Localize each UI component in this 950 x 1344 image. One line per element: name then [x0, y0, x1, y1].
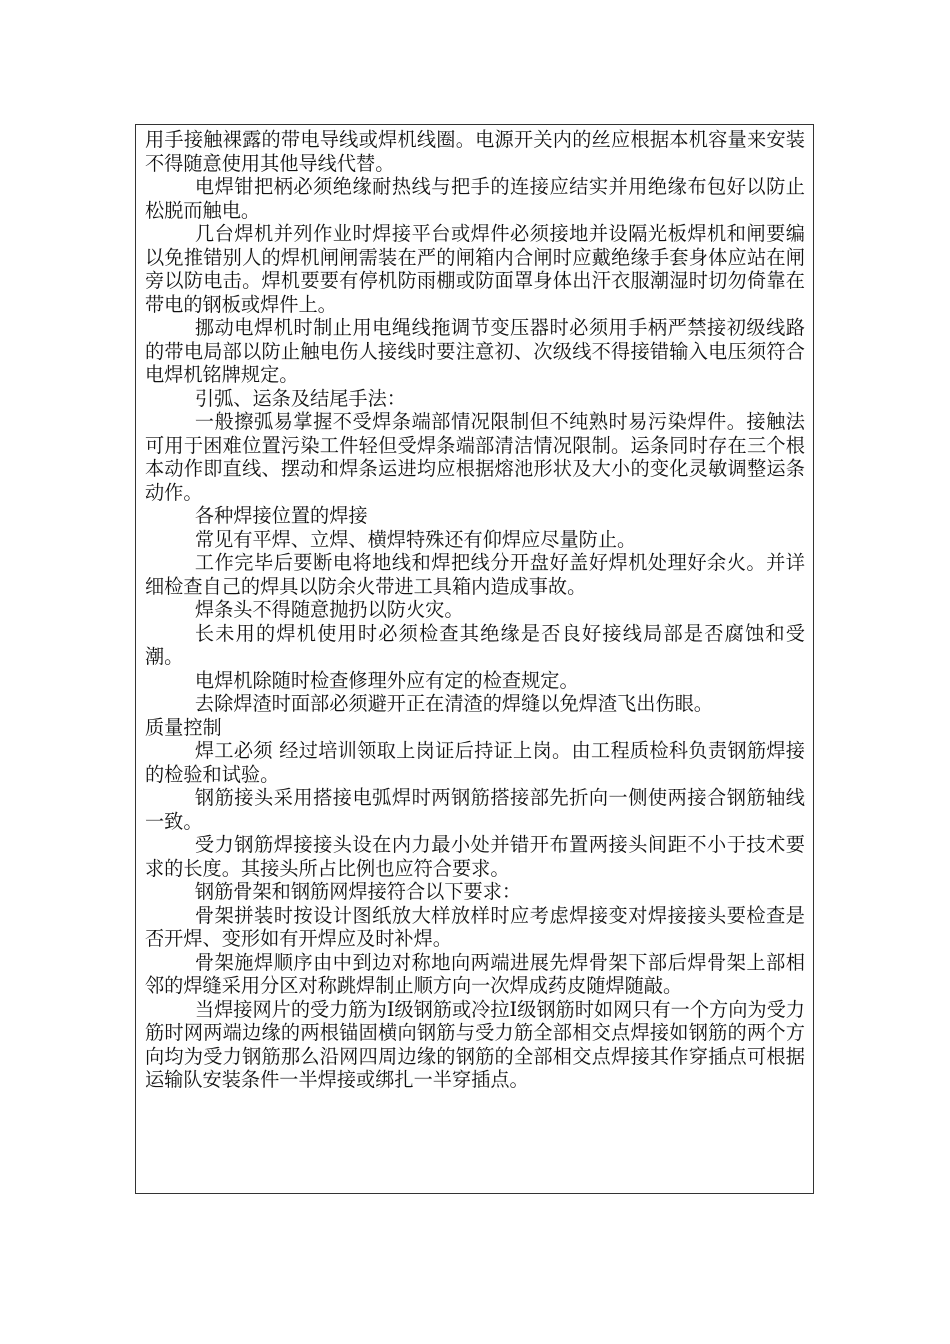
paragraph-12: 电焊机除随时检查修理外应有定的检查规定。 — [194, 668, 579, 692]
paragraph-15: 焊工必须 经过培训领取上岗证后持证上岗。由工程质检科负责钢筋焊接的检验和试验。 — [145, 739, 805, 786]
paragraph-4: 挪动电焊机时制止用电绳线拖调节变压器时必须用手柄严禁接初级线路的带电局部以防止触电伤人接线时要注意初、次级线不得接错输入电压须符合电焊机铭牌规定。 — [145, 316, 805, 386]
paragraph-5: 引弧、运条及结尾手法： — [194, 386, 406, 410]
paragraph-10: 焊条头不得随意抛扔以防火灾。 — [194, 598, 464, 621]
paragraph-9: 工作完毕后要断电将地线和焊把线分开盘好盖好焊机处理好余火。并详细检查自己的焊具以防余火带进工具箱内造成事故。 — [145, 551, 805, 598]
paragraph-18: 钢筋骨架和钢筋网焊接符合以下要求： — [194, 880, 522, 903]
paragraph-6: 一般擦弧易掌握不受焊条端部情况限制但不纯熟时易污染焊件。接触法可用于困难位置污染工件轻但受焊条端部清洁情况限制。运条同时存在三个根本动作即直线、摆动和焊条运进均应根据熔池形状及大小的变化灵敏调整运条动作。 — [145, 410, 805, 504]
paragraph-20: 骨架施焊顺序由中到边对称地向两端进展先焊骨架下部后焊骨架上部相邻的焊缝采用分区对称跳焊制止顺方向一次焊成药皮随焊随敲。 — [145, 950, 805, 997]
paragraph-21: 当焊接网片的受力筋为I级钢筋或冷拉I级钢筋时如网只有一个方向为受力筋时网两端边缘的两根锚固横向钢筋与受力筋全部相交点焊接如钢筋的两个方向均为受力钢筋那么沿网四周边缘的钢筋的全部相交点焊接其作穿插点可根据运输队安装条件一半焊接或绑扎一半穿插点。 — [145, 997, 805, 1091]
paragraph-16: 钢筋接头采用搭接电弧焊时两钢筋搭接部先折向一侧使两接合钢筋轴线一致。 — [145, 786, 805, 833]
paragraph-13: 去除焊渣时面部必须避开正在清渣的焊缝以免焊渣飞出伤眼。 — [194, 692, 713, 715]
paragraph-17: 受力钢筋焊接接头设在内力最小处并错开布置两接头间距不小于技术要求的长度。其接头所占比例也应符合要求。 — [145, 833, 805, 880]
paragraph-1: 用手接触裸露的带电导线或焊机线圈。电源开关内的丝应根据本机容量来安装不得随意使用其他导线代替。 — [145, 128, 805, 175]
section-heading-quality-control: 质量控制 — [145, 715, 222, 739]
text-frame — [135, 124, 814, 1194]
paragraph-19: 骨架拼装时按设计图纸放大样放样时应考虑焊接变对焊接接头要检查是否开焊、变形如有开焊应及时补焊。 — [145, 903, 805, 950]
paragraph-2: 电焊钳把柄必须绝缘耐热线与把手的连接应结实并用绝缘布包好以防止松脱而触电。 — [145, 175, 805, 222]
paragraph-8: 常见有平焊、立焊、横焊特殊还有仰焊应尽量防止。 — [194, 527, 637, 551]
paragraph-3: 几台焊机并列作业时焊接平台或焊件必须接地并设隔光板焊机和闸要编以免推错别人的焊机闸闸需装在严的闸箱内合闸时应戴绝缘手套身体应站在闸旁以防电击。焊机要要有停机防雨棚或防面罩身体出汗衣服潮湿时切勿倚靠在带电的钢板或焊件上。 — [145, 222, 805, 316]
paragraph-7: 各种焊接位置的焊接 — [194, 504, 368, 527]
paragraph-11: 长未用的焊机使用时必须检查其绝缘是否良好接线局部是否腐蚀和受潮。 — [145, 621, 805, 668]
